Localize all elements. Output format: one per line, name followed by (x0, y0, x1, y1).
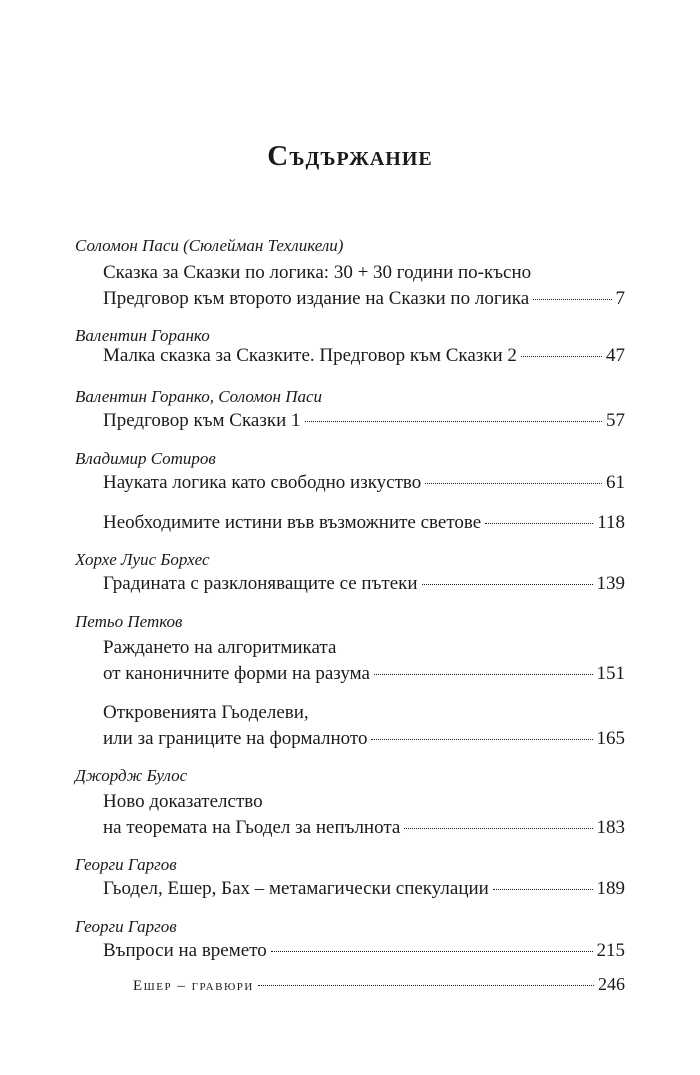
toc-entry-line[interactable] (103, 817, 625, 839)
toc-entry-line[interactable] (103, 878, 625, 900)
toc-entry-line[interactable]: Сказка за Сказки по логика: 30 + 30 години по-късно (103, 262, 532, 283)
page-number: 183 (596, 817, 625, 838)
author-name: Соломон Паси (Сюлейман Техликели) (75, 236, 344, 255)
entry-title: или за границите на формалното (103, 728, 368, 749)
toc-entry-line[interactable] (103, 288, 625, 310)
page-number: 246 (598, 974, 625, 994)
toc-entry-line[interactable] (103, 663, 625, 685)
dot-leader (258, 985, 594, 986)
toc-entry-line[interactable]: Ново доказателство (103, 791, 263, 812)
dot-leader (425, 483, 602, 484)
toc-entry-line[interactable] (103, 728, 625, 750)
author-name: Владимир Сотиров (75, 449, 216, 468)
author-name: Валентин Горанко (75, 326, 210, 345)
dot-leader (271, 951, 593, 952)
entry-title: от каноничните форми на разума (103, 663, 370, 684)
toc-entry-line[interactable] (103, 345, 625, 367)
page-number: 139 (596, 573, 625, 594)
appendix-title: Ешер – гравюри (133, 978, 254, 994)
entry-title: Предговор към второто издание на Сказки по логика (103, 288, 530, 309)
author-name: Георги Гаргов (75, 917, 177, 936)
dot-leader (404, 828, 592, 829)
entry-title: Малка сказка за Сказките. Предговор към Сказки 2 (103, 345, 517, 366)
toc-entry-line[interactable] (103, 573, 625, 595)
toc-entry-line[interactable]: Раждането на алгоритмиката (103, 637, 337, 658)
dot-leader (371, 739, 592, 740)
entry-title: Предговор към Сказки 1 (103, 410, 301, 431)
dot-leader (374, 674, 593, 675)
page-number: 215 (596, 940, 625, 961)
toc-entry-line[interactable] (103, 940, 625, 962)
page-number: 47 (606, 345, 625, 366)
entry-title: Науката логика като свободно изкуство (103, 472, 422, 493)
page-number: 151 (596, 663, 625, 684)
dot-leader (485, 523, 593, 524)
page-number: 118 (597, 512, 625, 533)
toc-entry-line[interactable] (103, 472, 625, 494)
author-name: Петьо Петков (75, 612, 183, 631)
author-name: Джордж Булос (75, 766, 188, 785)
page-number: 165 (596, 728, 625, 749)
dot-leader (305, 421, 602, 422)
dot-leader (422, 584, 593, 585)
dot-leader (521, 356, 602, 357)
toc-entry-line[interactable] (103, 512, 625, 534)
page-title: Съдържание (267, 140, 433, 172)
page-number: 57 (606, 410, 625, 431)
entry-title: на теоремата на Гьодел за непълнота (103, 817, 401, 838)
author-name: Георги Гаргов (75, 855, 177, 874)
dot-leader (493, 889, 593, 890)
page-number: 189 (596, 878, 625, 899)
toc-appendix-line[interactable] (133, 974, 625, 995)
page-number: 7 (615, 288, 625, 309)
toc-entry-line[interactable] (103, 410, 625, 432)
dot-leader (533, 299, 611, 300)
entry-title: Гьодел, Ешер, Бах – метамагически спекулации (103, 878, 489, 899)
entry-title: Въпроси на времето (103, 940, 267, 961)
entry-title: Градината с разклоняващите се пътеки (103, 573, 418, 594)
entry-title: Необходимите истини във възможните светове (103, 512, 482, 533)
author-name: Валентин Горанко, Соломон Паси (75, 387, 323, 406)
toc-entry-line[interactable]: Откровенията Гьоделеви, (103, 702, 309, 723)
author-name: Хорхе Луис Борхес (75, 550, 210, 569)
page-number: 61 (606, 472, 625, 493)
